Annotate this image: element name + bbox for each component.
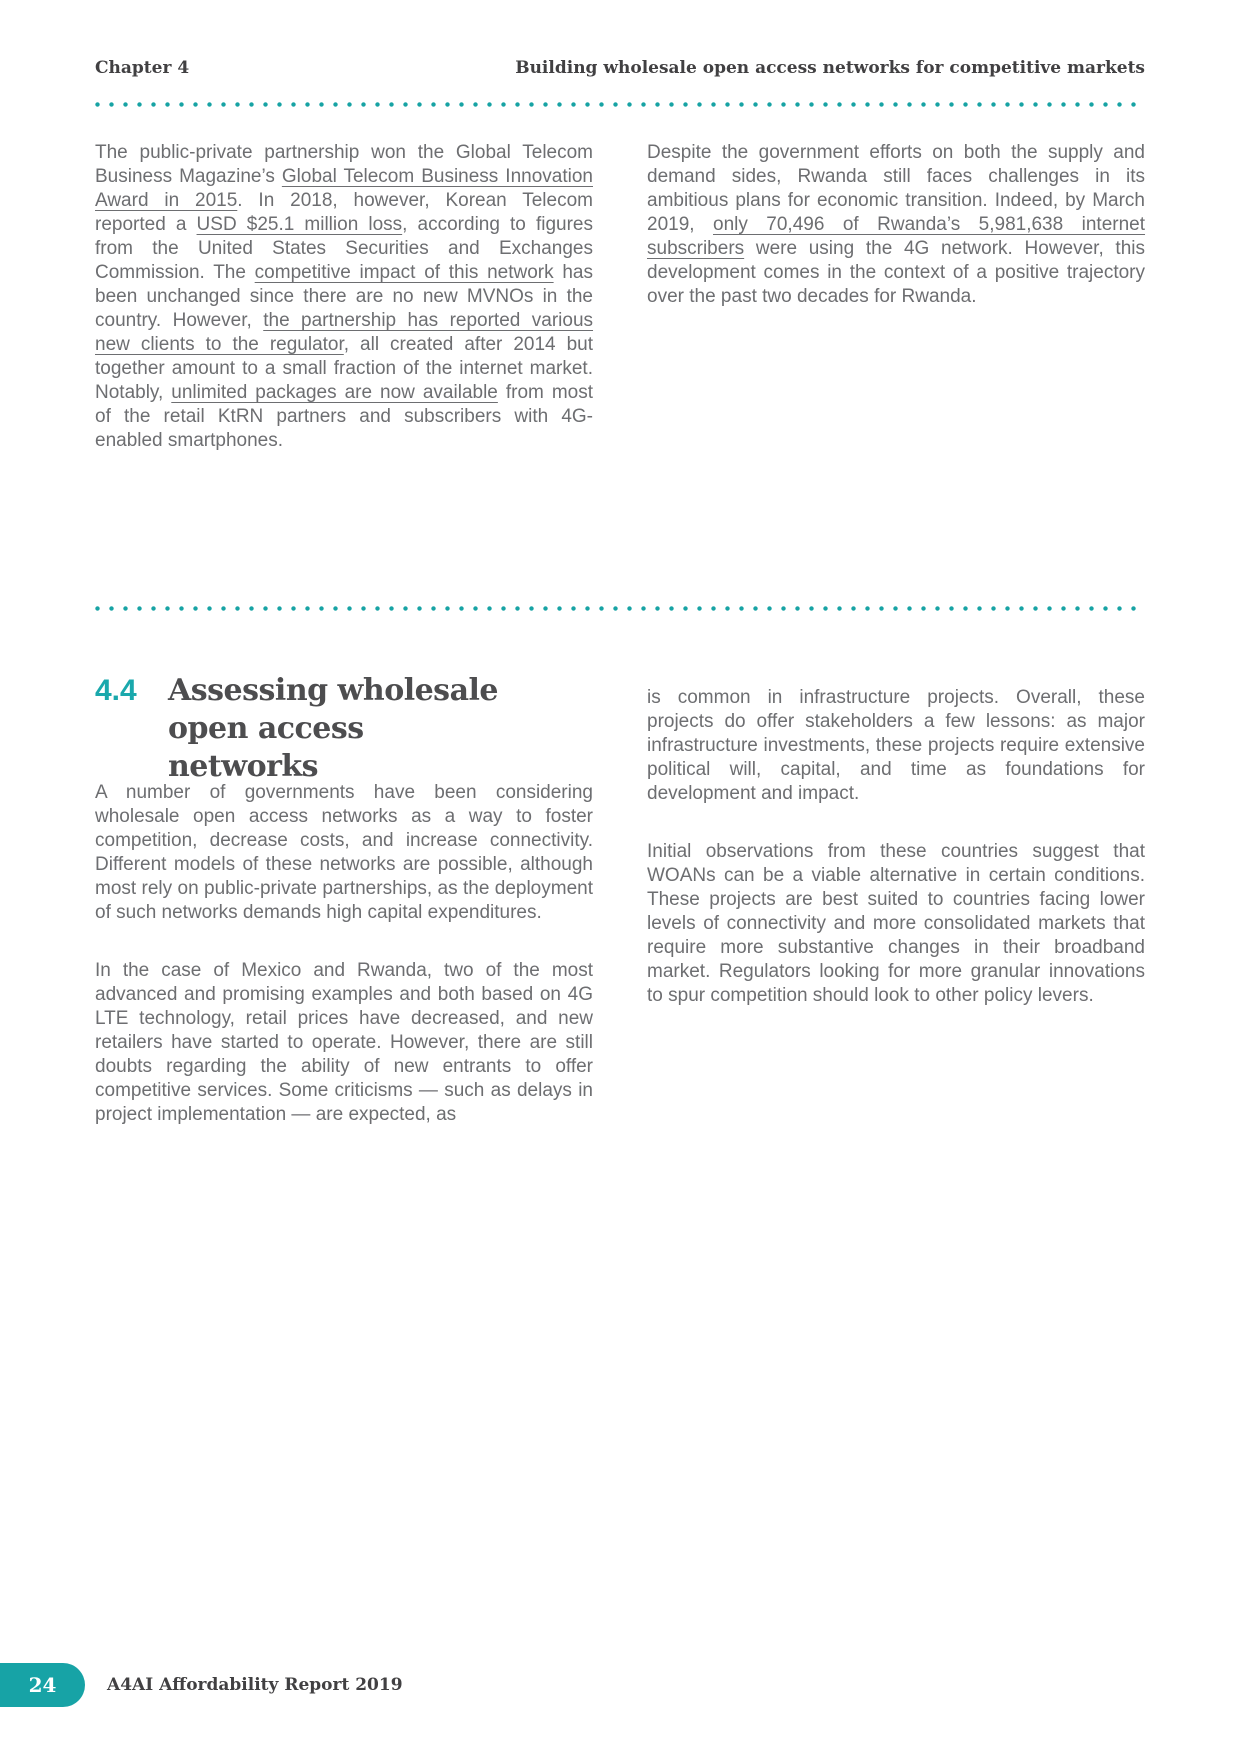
text-run: from most of the retail KtRN partners and subscribers with 4G-enabled smartphones. <box>95 382 593 451</box>
text-run: The public-private partnership won the Global Telecom Business Magazine’s <box>95 142 593 187</box>
page-number: 24 <box>28 1673 57 1697</box>
text-run: were using the 4G network. However, this development comes in the context of a positive trajectory over the past two decades for Rwanda. <box>647 238 1145 307</box>
section-right-column <box>647 686 1145 1008</box>
text-run: , all created after 2014 but together amount to a small fraction of the internet market. Notably, <box>95 334 593 403</box>
intro-right-column <box>647 141 1145 309</box>
intro-left-column <box>95 141 593 453</box>
section-left-column <box>95 781 593 1127</box>
page-header <box>95 58 1145 78</box>
inline-link[interactable]: USD $25.1 million loss <box>196 214 403 235</box>
body-paragraph: Initial observations from these countries suggest that WOANs can be a viable alternative in certain conditions. These projects are best suited to countries facing lower levels of connectivity and more consolidated markets that require more substantive changes in their broadband market. Regulators looking for more granular innovations to spur competition should look to other policy levers. <box>647 841 1145 1006</box>
inline-link[interactable]: Global Telecom Business Innovation Award in 2015 <box>95 166 593 211</box>
inline-link[interactable]: competitive impact of this network <box>254 262 554 283</box>
page-number-badge <box>0 1663 85 1707</box>
text-run: has been unchanged since there are no new MVNOs in the country. However, <box>95 262 593 331</box>
text-run: . In 2018, however, Korean Telecom reported a <box>95 190 593 235</box>
body-paragraph <box>95 141 593 453</box>
dotted-divider-section <box>95 606 1145 611</box>
section-title: Assessing wholesale open access networks <box>168 673 498 784</box>
body-paragraph: In the case of Mexico and Rwanda, two of the most advanced and promising examples and both based on 4G LTE technology, retail prices have decreased, and new retailers have started to operate. However, there are still doubts regarding the ability of new entrants to offer competitive services. Some criticisms — such as delays in project implementation — are expected, as <box>95 960 593 1125</box>
text-run: , according to figures from the United States Securities and Exchanges Commission. The <box>95 214 593 283</box>
dotted-divider-top <box>95 102 1145 107</box>
section-number: 4.4 <box>95 674 137 707</box>
section-heading <box>95 672 615 786</box>
inline-link[interactable]: the partnership has reported various new clients to the regulator <box>95 310 594 355</box>
inline-link[interactable]: unlimited packages are now available <box>171 382 498 403</box>
chapter-label: Chapter 4 <box>95 58 190 78</box>
body-paragraph <box>647 141 1145 309</box>
text-run: Despite the government efforts on both the supply and demand sides, Rwanda still faces challenges in its ambitious plans for economic transition. Indeed, by March 2019, <box>647 142 1145 235</box>
body-paragraph: is common in infrastructure projects. Overall, these projects do offer stakeholders a few lessons: as major infrastructure investments, these projects require extensive political will, capital, and time as foundations for development and impact. <box>647 687 1145 804</box>
inline-link[interactable]: only 70,496 of Rwanda’s 5,981,638 internet subscribers <box>647 214 1146 259</box>
running-title: Building wholesale open access networks for competitive markets <box>515 58 1145 78</box>
body-paragraph: A number of governments have been considering wholesale open access networks as a way to foster competition, decrease costs, and increase connectivity. Different models of these networks are possible, although most rely on public-private partnerships, as the deployment of such networks demands high capital expenditures. <box>95 782 593 923</box>
footer-report-title: A4AI Affordability Report 2019 <box>107 1675 403 1695</box>
